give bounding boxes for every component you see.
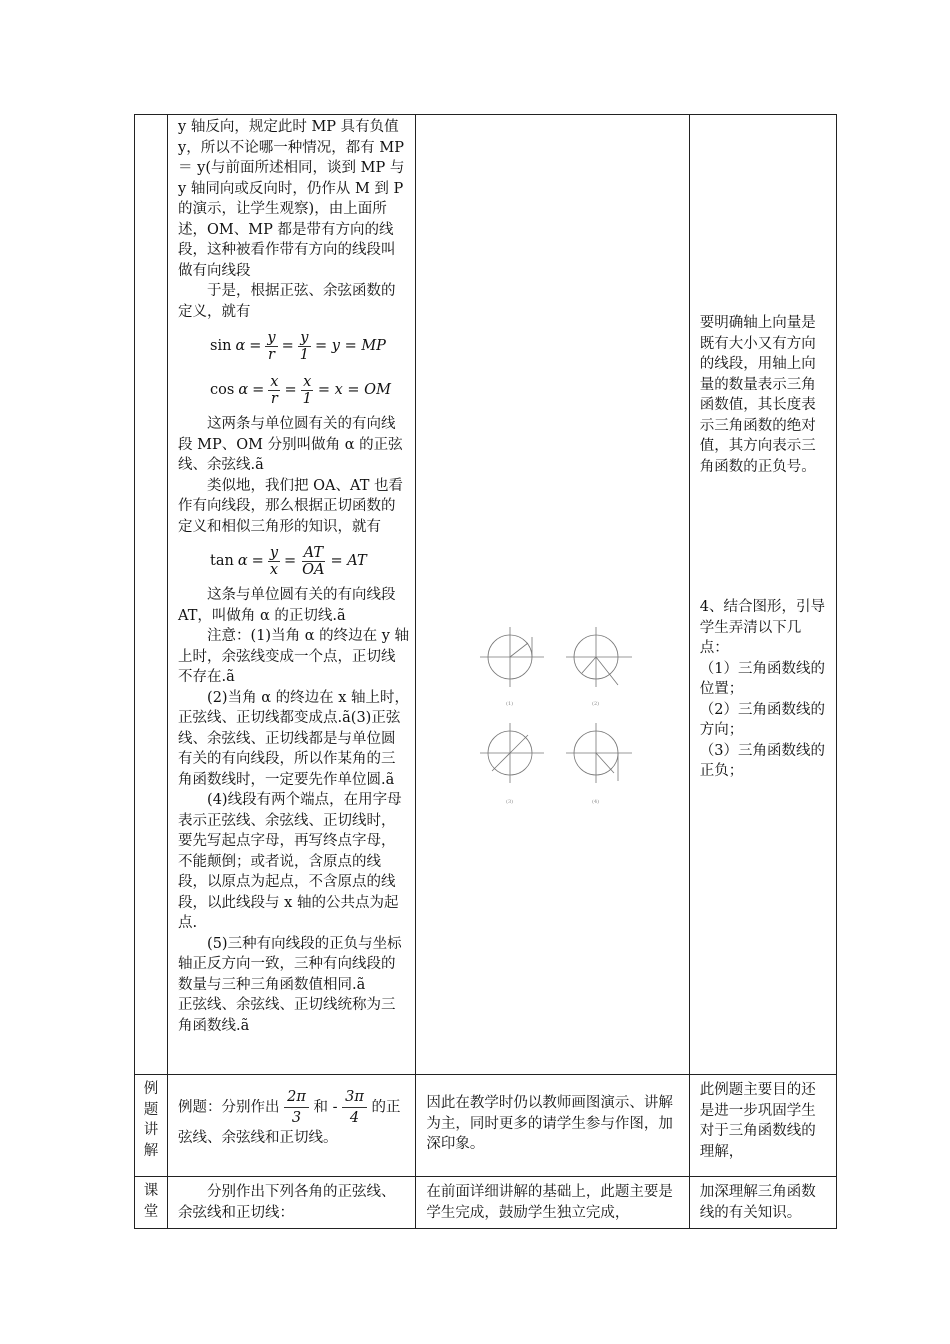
svg-text:(2): (2) [592, 701, 600, 707]
paragraph: (2)当角 α 的终边在 x 轴上时，正弦线、正切线都变成点.ã(3)正弦线、余弦线、正切线都是与单位圆有关的有向线段，所以作某角的三角函数线时，一定要先作单位圆.ã [178, 689, 409, 788]
cos-formula: cos α = $\frac{x}{r}$ = $\frac{x}{1}$ = x = OM [210, 373, 391, 407]
paragraph: 类似地，我们把 OA、AT 也看作有向线段，那么根据正切函数的定义和相似三角形的知识，就有 [178, 477, 403, 535]
row-label-practice: 课 堂 [135, 1177, 168, 1229]
note: 4、结合图形，引导学生弄清以下几点： [699, 599, 825, 656]
practice-purpose-cell: 加深理解三角函数线的有关知识。 [689, 1177, 836, 1229]
example-method-cell: 因此在教学时仍以教师画图演示、讲解为主，同时更多的请学生参与作图，加深印象。 [416, 1075, 689, 1177]
practice-method-cell: 在前面详细讲解的基础上，此题主要是学生完成，鼓励学生独立完成， [416, 1177, 689, 1229]
practice-cell: 分别作出下列各角的正弦线、余弦线和正切线： [168, 1177, 416, 1229]
note: （1）三角函数线的位置； [699, 660, 825, 697]
svg-text:(1): (1) [506, 701, 514, 707]
note: 要明确轴上向量是既有大小又有方向的线段，用轴上向量的数量表示三角函数值，其长度表示三角函数的绝对值，其方向表示三角函数的正负号。 [699, 315, 816, 475]
tan-formula: tan α = $\frac{y}{x}$ = $\frac{AT}{OA}$ = AT [210, 544, 367, 578]
lesson-table [134, 114, 837, 1229]
paragraph: (5)三种有向线段的正负与坐标轴正反方向一致，三种有向线段的数量与三种三角函数值相同.ã [178, 935, 402, 993]
example-purpose-cell: 此例题主要目的还是进一步巩固学生对于三角函数线的理解， [689, 1075, 836, 1177]
notes-cell [689, 115, 836, 1075]
row-label-example: 例 题 讲 解 [135, 1075, 168, 1177]
sin-formula: sin α = $\frac{y}{r}$ = $\frac{y}{1}$ = y = MP [210, 329, 386, 363]
row-label-empty [135, 115, 168, 1075]
paragraph: y 轴反向，规定此时 MP 具有负值 y，所以不论哪一种情况，都有 MP＝ y(与前面所述相同，谈到 MP 与 y 轴同向或反向时，仍作从 M 到 P 的演示，让学生观察)，由上面所述，OM、MP 都是带有方向的线段，这种被看作带有方向的线段叫做有向线段 [178, 119, 405, 279]
paragraph: (4)线段有两个端点，在用字母表示正弦线、余弦线、正切线时，要先写起点字母，再写终点字母，不能颠倒；或者说，含原点的线段，以原点为起点，不含原点的线段，以此线段与 x 轴的公共点为起点. [178, 792, 402, 931]
table-row [135, 1177, 837, 1229]
svg-text:(4): (4) [592, 799, 600, 805]
example-cell: 例题：分别作出 $\frac{2\pi}{3}$ 和 - $\frac{3\pi}{4}$ 的正弦线、余弦线和正切线。 [168, 1075, 416, 1177]
note: （2）三角函数线的方向； [699, 701, 825, 738]
figure-cell [416, 115, 689, 1075]
paragraph: 于是，根据正弦、余弦函数的定义，就有 [178, 283, 396, 320]
main-content-cell [168, 115, 416, 1075]
paragraph: 这条与单位圆有关的有向线段 AT，叫做角 α 的正切线.ã [178, 587, 396, 624]
paragraph: 注意：(1)当角 α 的终边在 y 轴上时，余弦线变成一个点，正切线不存在.ã [178, 628, 410, 685]
unit-circle-figures [478, 625, 638, 815]
paragraph: 这两条与单位圆有关的有向线段 MP、OM 分别叫做角 α 的正弦线、余弦线.ã [178, 416, 403, 473]
svg-text:(3): (3) [506, 799, 514, 805]
table-row [135, 1075, 837, 1177]
note: （3）三角函数线的正负； [699, 742, 825, 779]
table-row [135, 115, 837, 1075]
paragraph: 正弦线、余弦线、正切线统称为三角函数线.ã [178, 997, 396, 1034]
